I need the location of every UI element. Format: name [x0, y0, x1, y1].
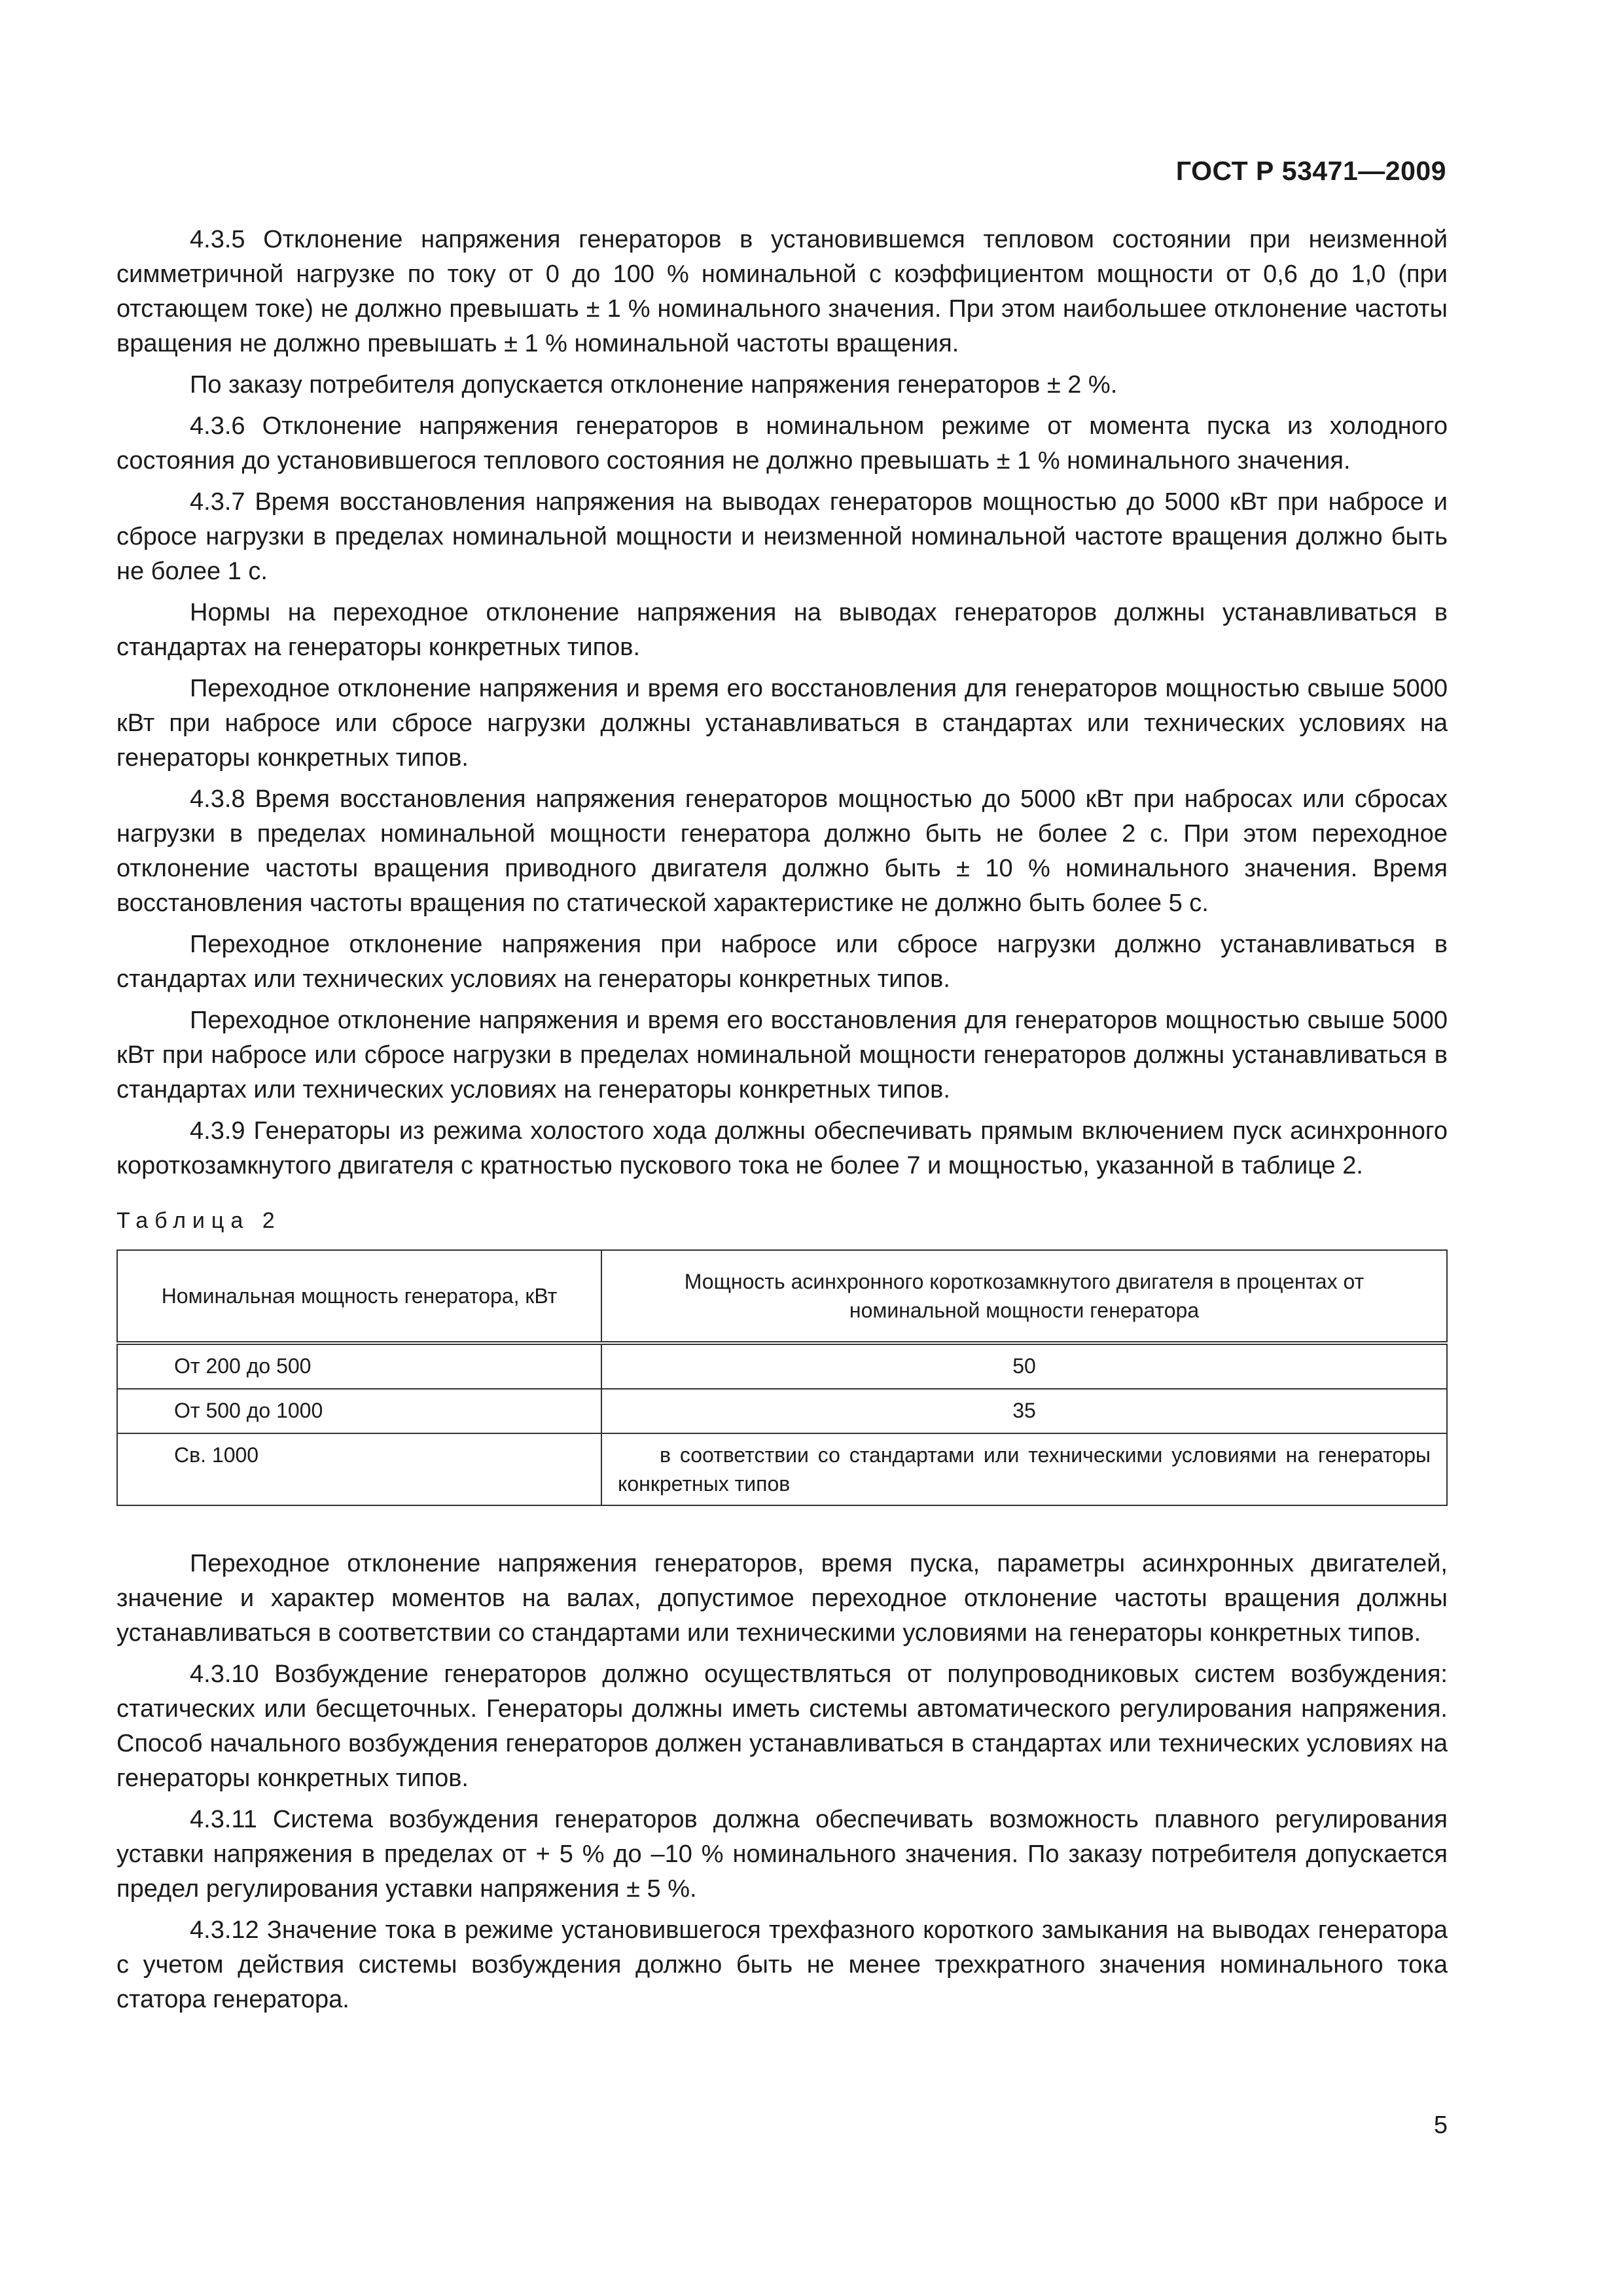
table-cell-motor-percent: 50 — [601, 1343, 1447, 1389]
table-cell-power-range: От 500 до 1000 — [117, 1389, 601, 1433]
table-header-row — [117, 1250, 1447, 1343]
table-header-generator-power: Номинальная мощность генератора, кВт — [117, 1250, 601, 1343]
paragraph-4-3-8: 4.3.8 Время восстановления напряжения генераторов мощностью до 5000 кВт при набросах или сбросах нагрузки в пределах номинальной мощности генератора должно быть не более 2 с. При этом переходное отклонение частоты вращения приводного двигателя должно быть ± 10 % номинального значения. Время восстановления частоты вращения по статической характеристике не должно быть более 5 с. — [116, 785, 1448, 917]
paragraph-4-3-11: 4.3.11 Система возбуждения генераторов должна обеспечивать возможность плавного регулирования уставки напряжения в пределах от + 5 % до –10 % номинального значения. По заказу потребителя допускается предел регулирования уставки напряжения ± 5 %. — [116, 1806, 1448, 1903]
table-cell-power-range: Св. 1000 — [117, 1433, 601, 1505]
paragraph-4-3-6: 4.3.6 Отклонение напряжения генераторов в номинальном режиме от момента пуска из холодного состояния до установившегося теплового состояния не должно превышать ± 1 % номинального значения. — [116, 412, 1448, 475]
body-text — [116, 223, 1448, 2024]
paragraph-customer-voltage: По заказу потребителя допускается отклонение напряжения генераторов ± 2 %. — [190, 371, 1118, 399]
paragraph-4-3-10: 4.3.10 Возбуждение генераторов должно осуществляться от полупроводниковых систем возбуждения: статических или бесщеточных. Генераторы должны иметь системы автоматического регулирования напряжения. Способ начального возбуждения генераторов должен устанавливаться в стандартах или технических условиях на генераторы конкретных типов. — [116, 1660, 1448, 1792]
table-row — [117, 1389, 1447, 1433]
table-cell-motor-percent: 35 — [601, 1389, 1447, 1433]
paragraph-4-3-7: 4.3.7 Время восстановления напряжения на выводах генераторов мощностью до 5000 кВт при набросе и сбросе нагрузки в пределах номинальной мощности и неизменной номинальной частоте вращения должно быть не более 1 с. — [116, 488, 1448, 585]
table-caption: Таблица 2 — [116, 1208, 281, 1233]
table-cell-motor-percent: в соответствии со стандартами или техническими условиями на генераторы конкретных типов — [601, 1433, 1447, 1505]
paragraph-transient-load: Переходное отклонение напряжения при набросе или сбросе нагрузки должно устанавливаться в стандартах или технических условиях на генераторы конкретных типов. — [116, 931, 1448, 993]
table-row — [117, 1433, 1447, 1505]
table-2 — [116, 1249, 1448, 1506]
page-number: 5 — [1433, 2111, 1448, 2139]
table-header-motor-power: Мощность асинхронного короткозамкнутого двигателя в процентах от номинальной мощности генератора — [601, 1250, 1447, 1343]
paragraph-transient-over-5000: Переходное отклонение напряжения и время его восстановления для генераторов мощностью свыше 5000 кВт при набросе или сбросе нагрузки должны устанавливаться в стандартах или технических условиях на генераторы конкретных типов. — [116, 675, 1448, 772]
document-code-header: ГОСТ Р 53471—2009 — [1175, 156, 1446, 186]
table-cell-power-range: От 200 до 500 — [117, 1343, 601, 1389]
paragraph-transient-over-5000-nominal: Переходное отклонение напряжения и время его восстановления для генераторов мощностью свыше 5000 кВт при набросе или сбросе нагрузки в пределах номинальной мощности генераторов должны устанавливаться в стандартах или технических условиях на генераторы конкретных типов. — [116, 1007, 1448, 1103]
paragraph-4-3-9: 4.3.9 Генераторы из режима холостого хода должны обеспечивать прямым включением пуск асинхронного короткозамкнутого двигателя с кратностью пускового тока не более 7 и мощностью, указанной в таблице 2. — [116, 1117, 1448, 1179]
paragraph-transient-norms: Нормы на переходное отклонение напряжения на выводах генераторов должны устанавливаться в стандартах на генераторы конкретных типов. — [116, 599, 1448, 661]
paragraph-4-3-12: 4.3.12 Значение тока в режиме установившегося трехфазного короткого замыкания на выводах генератора с учетом действия системы возбуждения должно быть не менее трехкратного значения номинального тока статора генератора. — [116, 1916, 1448, 2013]
table-row — [117, 1343, 1447, 1389]
paragraph-transient-summary: Переходное отклонение напряжения генераторов, время пуска, параметры асинхронных двигателей, значение и характер моментов на валах, допустимое переходное отклонение частоты вращения должны устанавливаться в соответствии со стандартами или техническими условиями на генераторы конкретных типов. — [116, 1550, 1448, 1647]
paragraph-4-3-5: 4.3.5 Отклонение напряжения генераторов в установившемся тепловом состоянии при неизменной симметричной нагрузке по току от 0 до 100 % номинальной с коэффициентом мощности от 0,6 до 1,0 (при отстающем токе) не должно превышать ± 1 % номинального значения. При этом наибольшее отклонение частоты вращения не должно превышать ± 1 % номинальной частоты вращения. — [116, 226, 1448, 357]
